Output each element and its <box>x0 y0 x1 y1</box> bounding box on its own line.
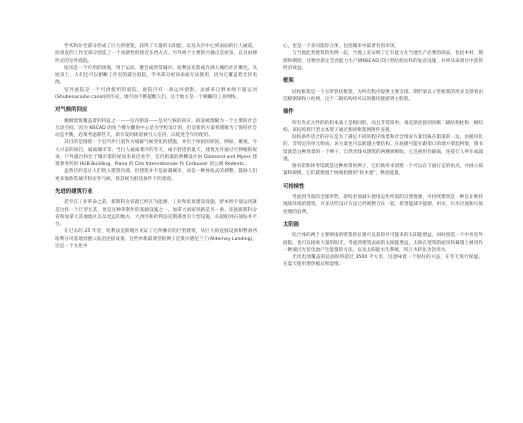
paragraph: 结构框架是一个方形管状框架，为所有程序提供主要支撑。期形梁以立管框架的形式支撑着由次级钢梁和立柱网，这个二级结构将可以的模块链接到主框架。 <box>283 89 483 102</box>
paragraph: 虽然目的是让人们进入建筑内部，但建筑并不是面满城市，而是一种体验式的调整，鼓励人们更多地欣赏城市和室外气候，将其视为舒适条件下的景观。 <box>55 169 257 182</box>
paragraph: 考虑到当前的全球形势，架构必须减少使用运作所需的自然资源，可持续建筑是一种旨在维持地球环境的建筑，许多这些设计方法已经被整合在一起，希望能减少能源、用水、污水径流和垃圾处理的浪费。 <box>283 195 483 215</box>
paragraph: 光伏电池覆盖的总面积将超过 3500 平方米，这意味着一个很好的方法，在冬天进行保温，在夏天使用增热模式和能维。 <box>283 255 483 268</box>
paragraph: 甚至在工业革命之前，新斯科舍省就已经在为能源、工业和贸易建设设施。舒本纳卡迪运河就是这样一个巨型尤其，也是这种茅斯作的基础设施之一，加拿大国家铁路是另一条。连接新斯科舍省和加拿大其他地区以及更远的地方，大西洋和哈利法克斯港也有大型设施，从船舶到石油钻井平台。 <box>55 200 257 227</box>
paragraph: 在过去的 25 年里，哈利法克斯地区见证了它所擁有的巨型建筑，从巨大的连接设备和警备西哈利分司基地到港口前沿连接设备，这些单新最典型的例子是奥尔德尼兰丁(Alderney Landing)，这是一个文化中 <box>55 229 258 249</box>
paragraph: 其目的是围绕一个室内步行道作为缓解气候变化的措施，并出于体验的原因，例如，聚观，令人兴奋的项目，通离城市等，当行人通离寒冷的冬天，或不舒适的夏天，建筑允许通过可伸缩的屋顶，户外露台和位于城市道的屋顶来看近来学，室内街道的两侧设计由 Diamond and Myers 建筑事务所的 HUB Building、Piano 的 Cite Internationale 和 Corbusier 的公寓 Redents。 <box>55 140 257 167</box>
section-heading-sustainability: 可持续性 <box>283 183 305 190</box>
section-heading-industry: 先进的建筑行业 <box>55 188 93 195</box>
paragraph: 综合体的两个主要朝南的壁架的位置可以获得尽可能多的太阳能增益，同时创造一个中央室外庭院，也可以接收大量的阳光，考虑到建筑表面的太阳能增益，太阳在建筑的屋顶和幕墙上被用作一种通过光伏电池产生能量的方法，以及太阳能水生系统，将万水转化为饮用水。 <box>283 233 483 253</box>
paragraph: 学术和住宅部分形成了巨大的壁架，获得了大量的太阳能，以及从市中心到南面的行人通道。而垂直的工作室部分创造了一个戏剧性的接近东西方式。另外两个主要的兴趣点是屋顶，以及由梯形式的室外庭院。 <box>55 44 257 64</box>
paragraph: 室外庭院是一个可供使用的庭院，庭院内有一条运河创影，灵感来自野本纳卡迪运河(Shubenacadie canal)的历史，地平面不断提醒人们，这个地方是一个相螺的工业网络。 <box>55 87 257 100</box>
paragraph: 结构条件适合的存在是为了满足不同的程序场景和社会情况方案切拔在街道的一边，由模块化的，非特定的单元组成，该方案也可以跨越主要结构。在底板可能在跟架口的地方架起桥梁，图书馆就是这种场景的一个例子，自然光线从建筑的两侧被吸收。它还被用作隔离，连接行人停车或减速。 <box>283 135 483 162</box>
left-column <box>55 43 257 250</box>
section-heading-frame: 框架 <box>283 78 294 84</box>
section-heading-solar: 太阳能 <box>283 221 300 228</box>
section-heading-insert: 插件 <box>283 109 294 115</box>
paragraph: 图书馆和休寿馆就是这种场景的例子，它们被用来创建一个可以在下面行走的角点，并展示质量和规模，它们就像置于两端松散的"软木塞"，释放能量。 <box>283 164 483 177</box>
paragraph: 所有夹式元件的结构本质上是相同的，而且非常简单。垂直梁连接到次级二级结构柱和一级结构，该结构将巨型文本架子通过相同框架网附件连接， <box>283 120 483 133</box>
paragraph: 心，也是一个多功能综合体，包括城市中最著名的市场。 <box>283 44 400 49</box>
paragraph: 屋顶是一个可用的场地，用于运动、聚会或欣赏城市。哈利法克斯或许满大城的社区聚色。从屋顶上，人们还可以俯瞰工作室的露台庭院，学术部分屋顶表面无法使用，因为它覆盖着光伏电池。 <box>55 65 257 86</box>
right-column <box>283 43 483 269</box>
paragraph: 与当地此类建筑的先例一起，当地工业证明了它有能力在当地生产必要的商品，包括木材、钢源和钢铁，这物享新定全食能力生产极NSCAD 的巨型结构这样的复杂设施，并将从该项目中获得经济效益。 <box>283 51 483 71</box>
paragraph: 翘级建筑覆盖着的特征之一——室内街道——是对气候的回应。街道被理解为一个主要的社会互动空间，因为 NSCAD 的鱼兰楼尔翻询中心是为学校设计的，但是新的方案将理解为了保持社会动态平衡，必须考虑那些天，新开发的街道被引入室内，以促进全年的使用。 <box>55 118 257 138</box>
section-heading-climate: 对气候的回应 <box>55 107 88 113</box>
